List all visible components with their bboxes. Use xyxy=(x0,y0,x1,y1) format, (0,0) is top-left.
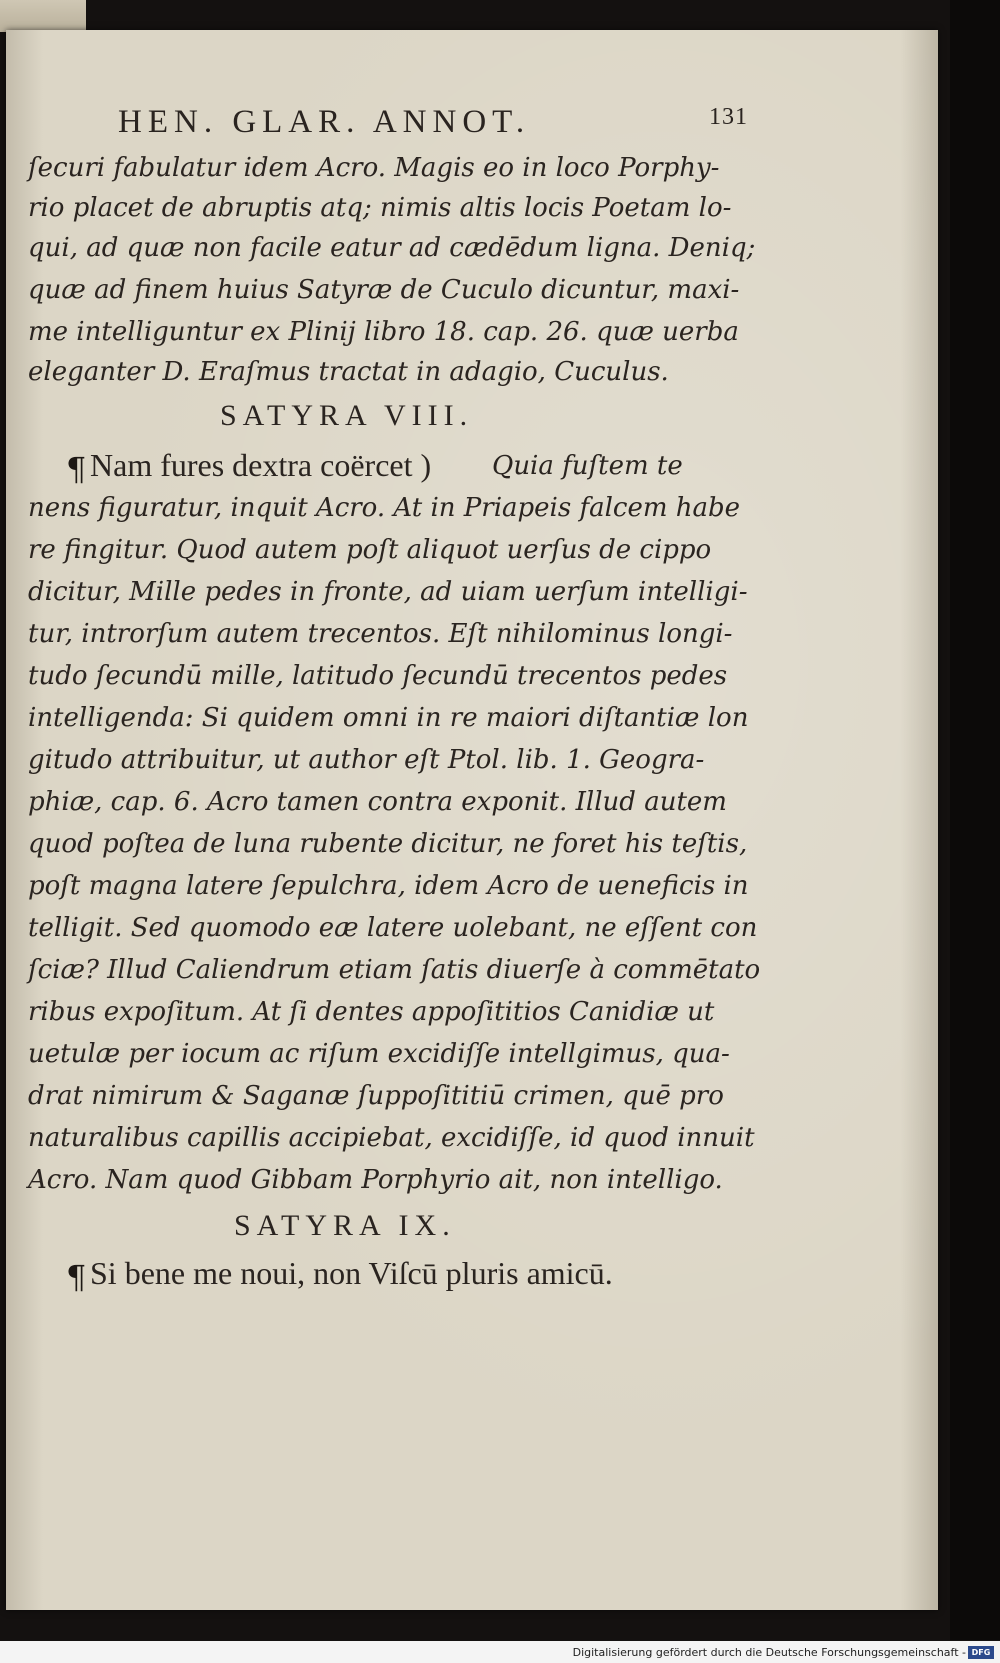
text-line: poſt magna latere ſepulchra, idem Acro de ueneficis in xyxy=(28,871,749,901)
scan-background xyxy=(950,0,1000,1640)
text-line: Acro. Nam quod Gibbam Porphyrio ait, non intelligo. xyxy=(28,1165,723,1195)
running-head xyxy=(118,104,748,144)
text-line: quæ ad finem huius Satyræ de Cuculo dicuntur, maxi- xyxy=(28,275,740,305)
text-line: gitudo attribuitur, ut author eſt Ptol. lib. 1. Geogra- xyxy=(28,745,705,775)
lemma: Si bene me noui, non Viſcū pluris amicū. xyxy=(90,1255,613,1291)
text-line: ſciæ? Illud Caliendrum etiam ſatis diuerſe à commētato xyxy=(28,955,761,985)
lemma: Nam fures dextra coërcet ) xyxy=(90,447,432,483)
text-line: me intelliguntur ex Plinij libro 18. cap. 26. quæ uerba xyxy=(28,317,739,347)
section-heading: SATYRA IX. xyxy=(234,1209,456,1242)
text-line: tur, introrſum autem trecentos. Eſt nihilominus longi- xyxy=(28,619,733,649)
text-line: uetulæ per iocum ac riſum excidiſſe intellgimus, qua- xyxy=(28,1039,730,1069)
text-line: naturalibus capillis accipiebat, excidiſſe, id quod innuit xyxy=(28,1123,755,1153)
text-line: quod poſtea de luna rubente dicitur, ne foret his teſtis, xyxy=(28,829,748,859)
text-line: rio placet de abruptis atq; nimis altis locis Poetam lo- xyxy=(28,193,732,223)
text-line: ribus expoſitum. At ſi dentes appoſititios Canidiæ ut xyxy=(28,997,715,1027)
text-line: tudo ſecundū mille, latitudo ſecundū trecentos pedes xyxy=(28,661,728,691)
dfg-logo-icon: DFG xyxy=(968,1646,994,1659)
page-leaf xyxy=(6,30,938,1610)
previous-page-edge xyxy=(0,0,86,32)
pilcrow-icon: ¶ xyxy=(66,1258,87,1296)
footer-bar xyxy=(0,1641,1000,1663)
text-line: dicitur, Mille pedes in fronte, ad uiam uerſum intelligi- xyxy=(28,577,748,607)
text-line: drat nimirum & Saganæ ſuppoſititiū crimen, quē pro xyxy=(28,1081,724,1111)
text-line: Quia fuſtem te xyxy=(492,451,683,481)
text-line: intelligenda: Si quidem omni in re maiori diſtantiæ lon xyxy=(28,703,749,733)
text-line: qui, ad quæ non facile eatur ad cædēdum ligna. Deniq; xyxy=(28,233,756,263)
text-line: nens figuratur, inquit Acro. At in Priapeis falcem habe xyxy=(28,493,741,523)
section-heading: SATYRA VIII. xyxy=(220,399,474,432)
running-head-title: HEN. GLAR. ANNOT. xyxy=(118,104,531,140)
pilcrow-icon: ¶ xyxy=(66,450,87,488)
text-line: eleganter D. Eraſmus tractat in adagio, Cuculus. xyxy=(28,357,669,387)
text-line: ſecuri fabulatur idem Acro. Magis eo in loco Porphy- xyxy=(28,153,720,183)
text-line: telligit. Sed quomodo eæ latere uolebant, ne eſſent con xyxy=(28,913,758,943)
text-line: re fingitur. Quod autem poſt aliquot uerſus de cippo xyxy=(28,535,712,565)
text-line: phiæ, cap. 6. Acro tamen contra exponit. Illud autem xyxy=(28,787,727,817)
funding-credit: Digitalisierung gefördert durch die Deutsche Forschungsgemeinschaft - xyxy=(572,1646,966,1659)
page-number: 131 xyxy=(709,104,748,130)
